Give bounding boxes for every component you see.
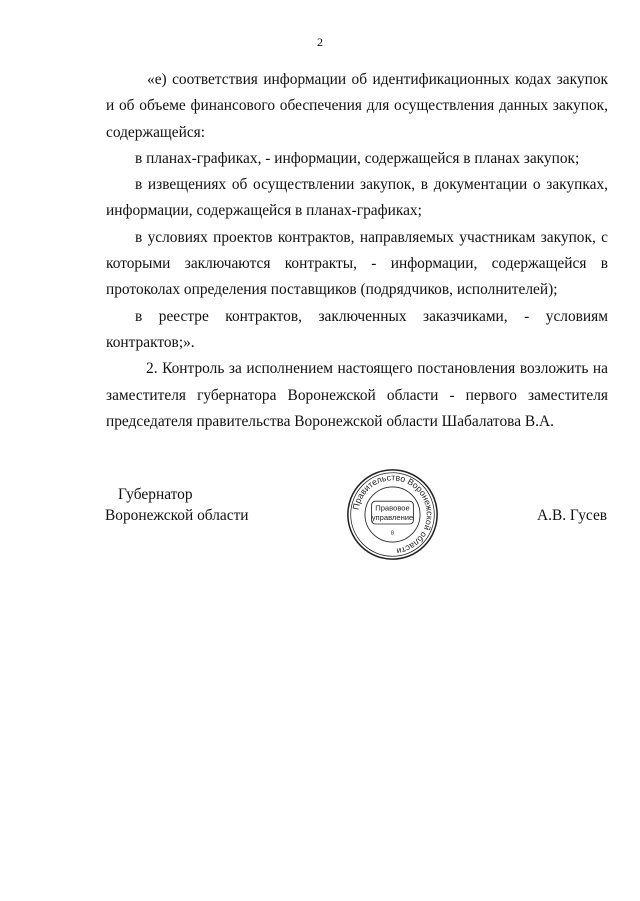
signature-block — [0, 472, 640, 592]
document-body — [106, 67, 608, 435]
seal-ring-text: Правительство Воронежской области — [350, 472, 435, 557]
paragraph-clause-e: «е) соответствия информации об идентификационных кодах закупок и об объеме финансового обеспечения для осуществления данных закупок, содержащейся: — [106, 71, 608, 141]
official-seal — [345, 467, 440, 562]
page-number: 2 — [317, 35, 323, 49]
signatory-title-line1: Губернатор — [118, 486, 193, 503]
signatory-title-line2: Воронежской области — [105, 507, 249, 524]
paragraph-contract-terms: в условиях проектов контрактов, направляемых участникам закупок, с которыми заключаются контракты, - информации, содержащейся в протоколах определения поставщиков (подрядчиков, исполнителей); — [106, 228, 608, 299]
paragraph-plans-schedules: в планах-графиках, - информации, содержащейся в планах закупок; — [135, 149, 580, 167]
paragraph-control: 2. Контроль за исполнением настоящего постановления возложить на заместителя губернатора Воронежской области - первого заместителя председателя правительства Воронежской области Шабалатова В.А. — [106, 360, 608, 430]
signatory-title — [105, 484, 249, 526]
seal-center-line1: Правовое — [375, 503, 410, 513]
seal-center-line2: управление — [371, 513, 414, 523]
paragraph-notices: в извещениях об осуществлении закупок, в документации о закупках, информации, содержащейся в планах-графиках; — [106, 176, 608, 220]
seal-number: 8 — [390, 530, 395, 537]
paragraph-contract-registry: в реестре контрактов, заключенных заказчиками, - условиям контрактов;». — [106, 307, 608, 351]
signatory-name: А.В. Гусев — [537, 507, 608, 524]
